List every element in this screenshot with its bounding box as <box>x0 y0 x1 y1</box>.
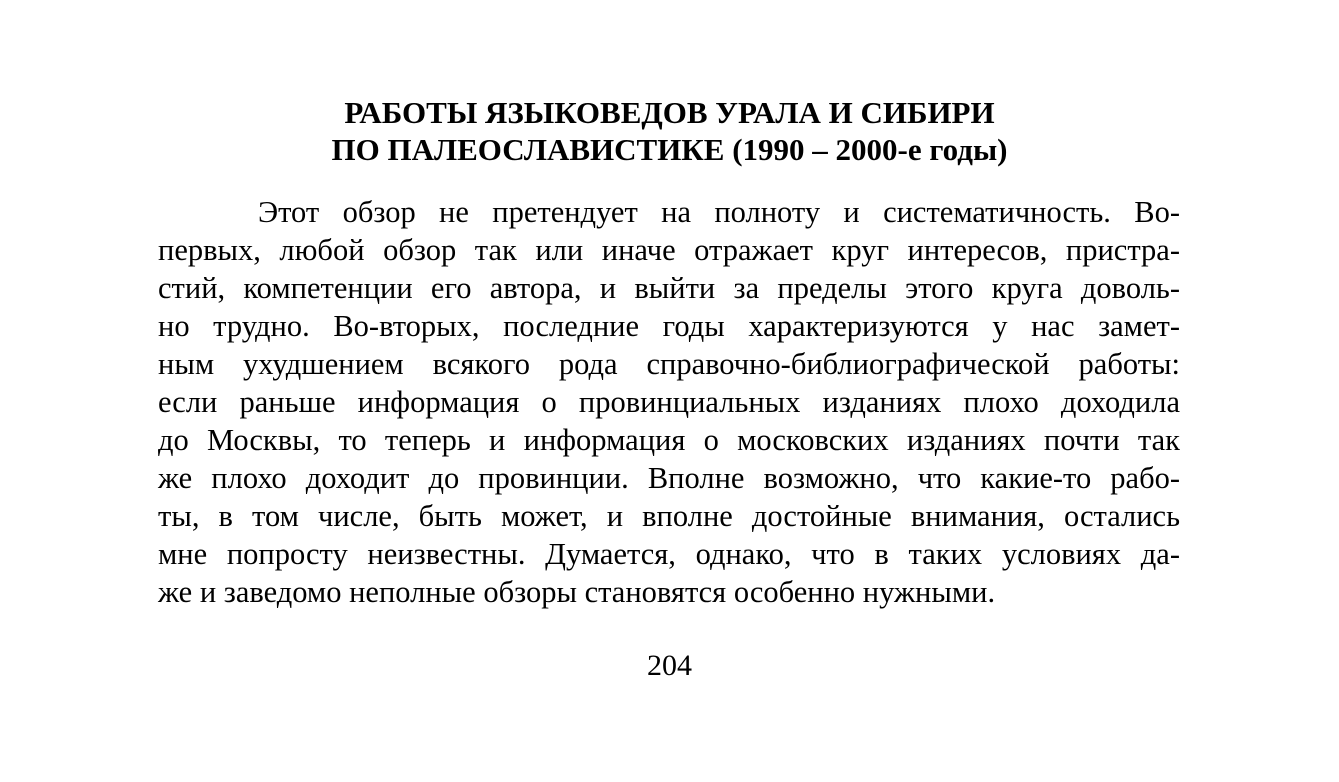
paragraph-line-1: Этот обзор не претендует на полноту и систематичность. Во- <box>258 195 1180 229</box>
page-title <box>0 94 1339 168</box>
page-number: 204 <box>647 649 692 682</box>
paragraph-line-2: первых, любой обзор так или иначе отражает круг интересов, пристра- <box>158 233 1180 267</box>
paragraph-line-8: же плохо доходит до провинции. Вполне возможно, что какие-то рабо- <box>158 461 1180 495</box>
paragraph-line-10: мне попросту неизвестны. Думается, однако, что в таких условиях да- <box>158 537 1180 571</box>
paragraph-line-6: если раньше информация о провинциальных изданиях плохо доходила <box>158 385 1180 419</box>
paragraph-line-5: ным ухудшением всякого рода справочно-библиографической работы: <box>158 347 1180 381</box>
title-line-2: ПО ПАЛЕОСЛАВИСТИКЕ (1990 – 2000-е годы) <box>331 132 1008 167</box>
body-paragraph <box>158 193 1180 611</box>
paragraph-line-4: но трудно. Во-вторых, последние годы характеризуются у нас замет- <box>158 309 1180 343</box>
paragraph-line-11: же и заведомо неполные обзоры становятся особенно нужными. <box>158 575 996 609</box>
paragraph-line-9: ты, в том числе, быть может, и вполне достойные внимания, остались <box>158 499 1180 533</box>
title-line-1: РАБОТЫ ЯЗЫКОВЕДОВ УРАЛА И СИБИРИ <box>344 95 995 130</box>
paragraph-line-7: до Москвы, то теперь и информация о московских изданиях почти так <box>158 423 1180 457</box>
paragraph-line-3: стий, компетенции его автора, и выйти за пределы этого круга доволь- <box>158 271 1180 305</box>
